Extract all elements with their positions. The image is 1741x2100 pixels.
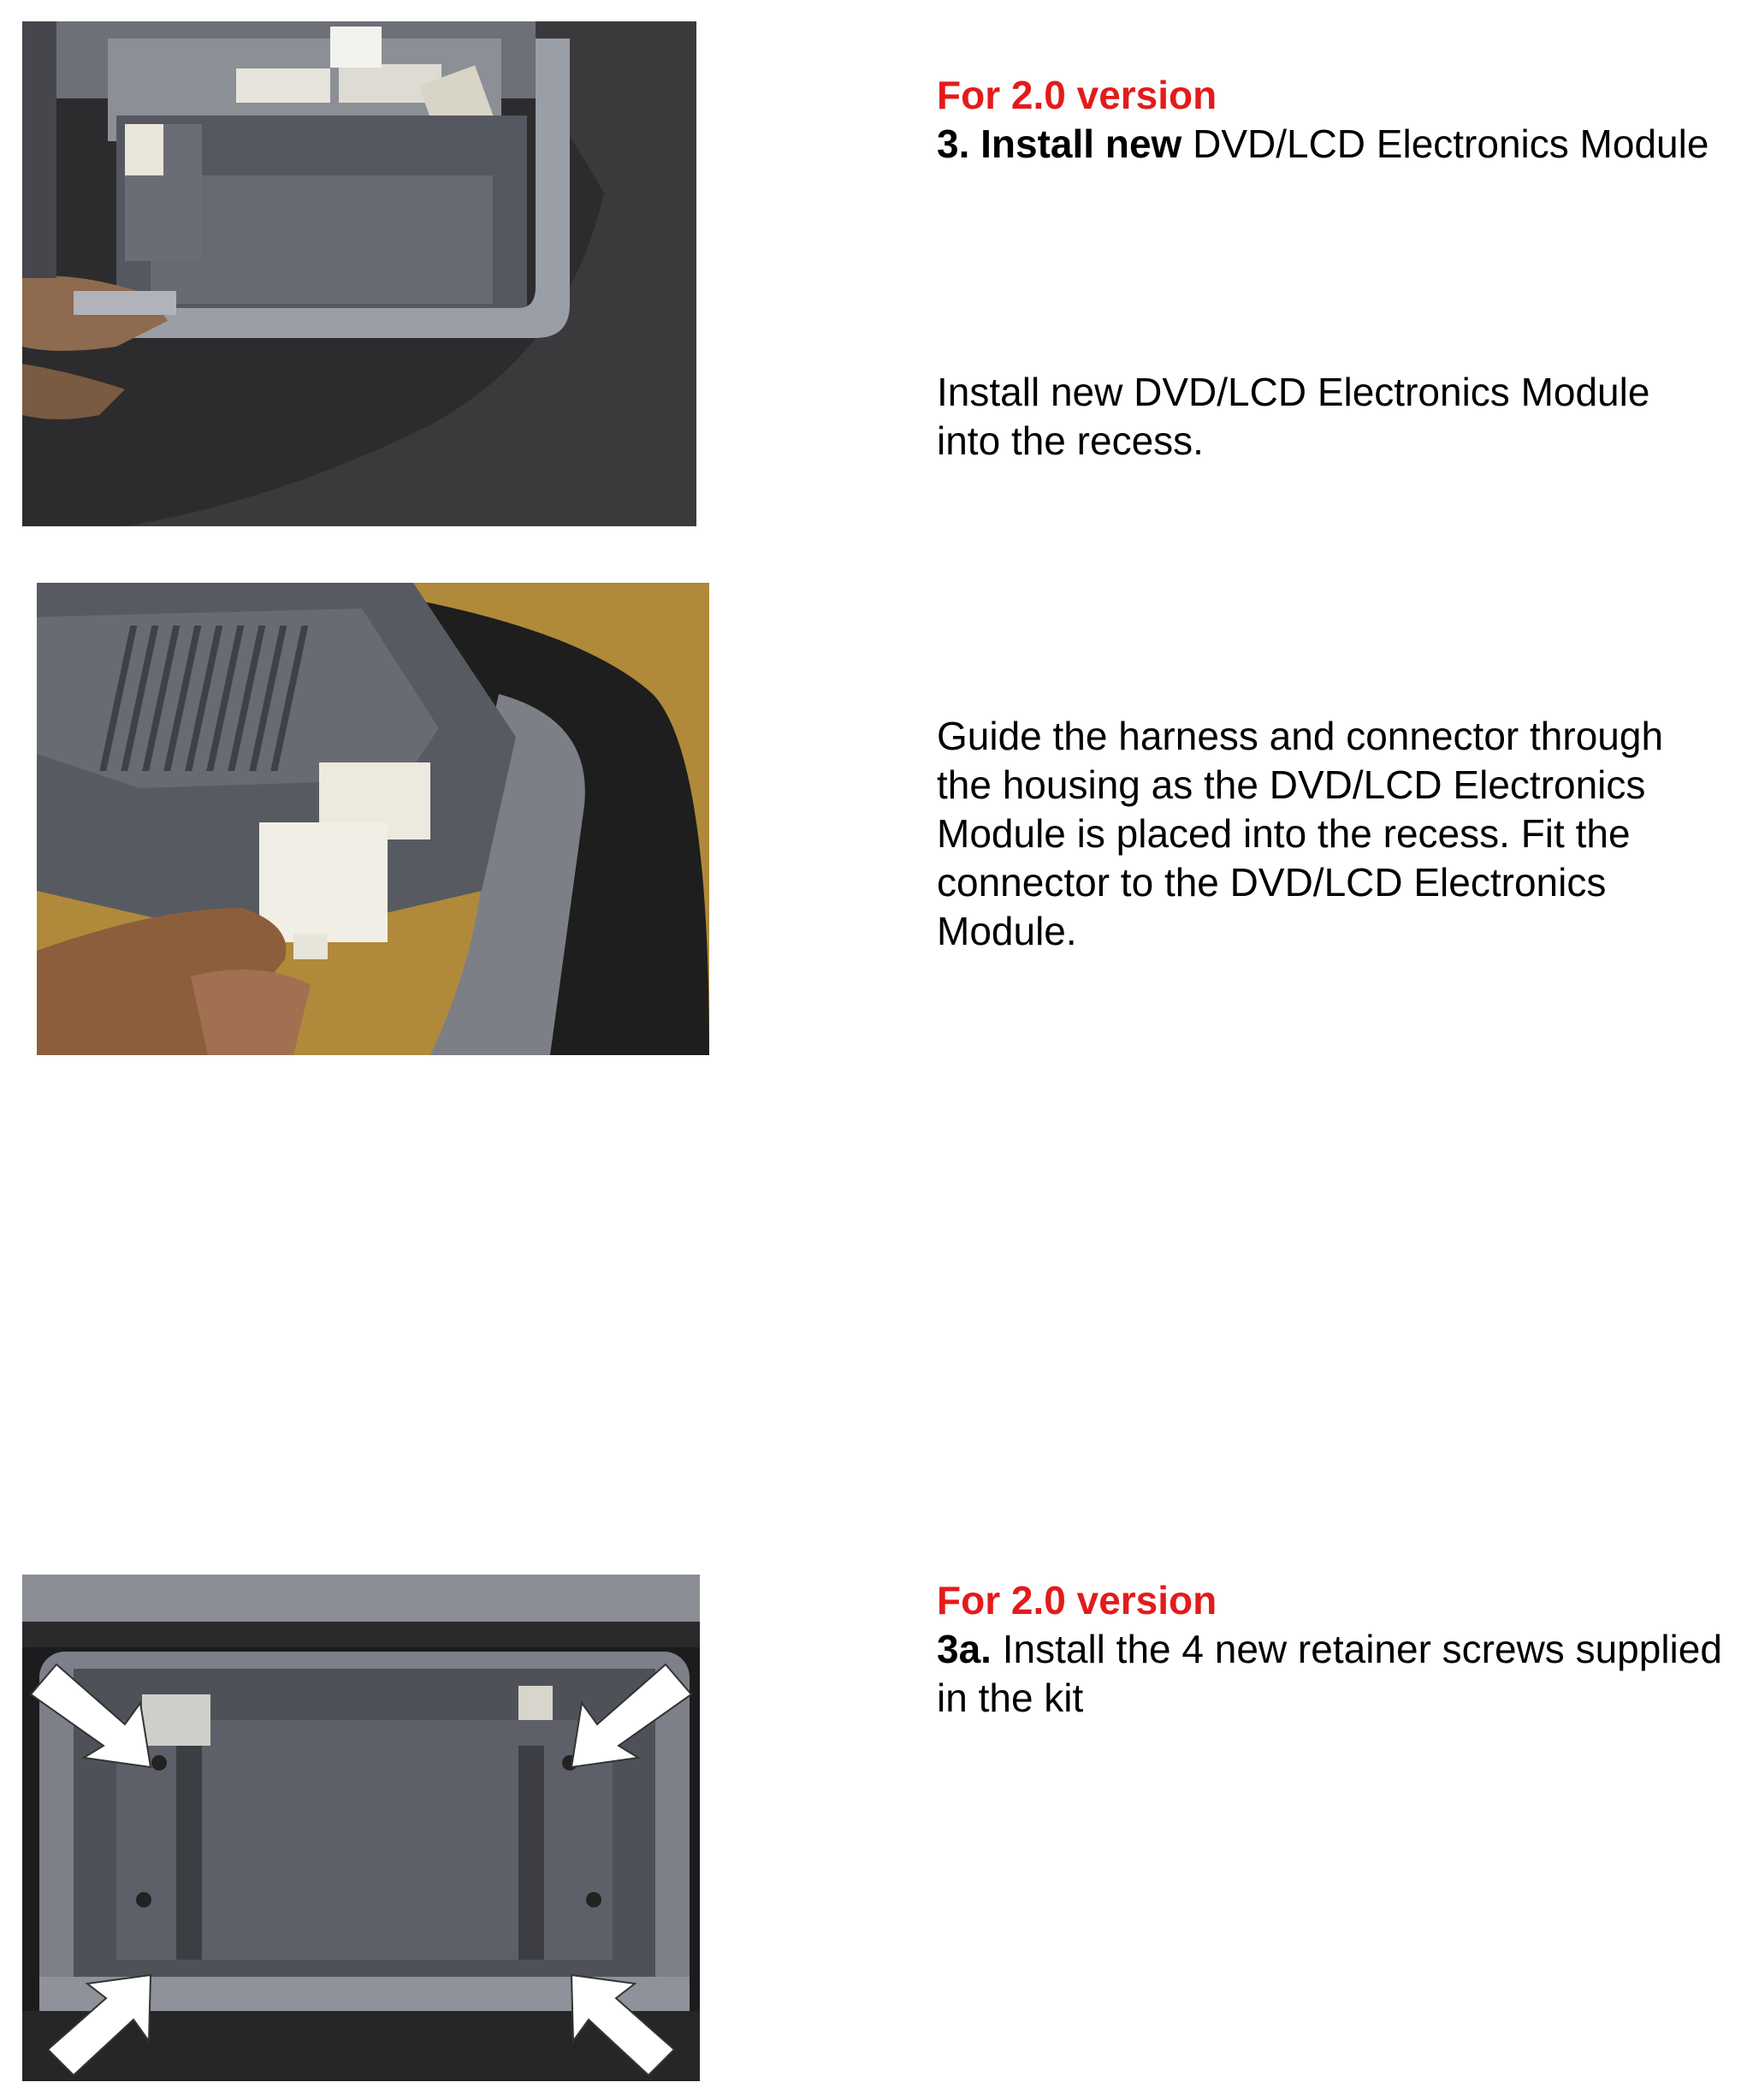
step-3-title-bold: 3. Install new: [937, 122, 1182, 166]
step-3-guide: [937, 712, 1724, 956]
step-3a-title-rest: Install the 4 new retainer screws supplied in the kit: [937, 1627, 1722, 1720]
photo-fit-connector: [37, 583, 709, 1055]
step-3a-heading: [937, 1576, 1724, 1723]
version-label: For 2.0 version: [937, 73, 1217, 117]
step-3-guide-text: Guide the harness and connector through the housing as the DVD/LCD Electronics Module is placed into the recess. Fit the connector to the DVD/LCD Electronics Module.: [937, 714, 1664, 953]
version-label: For 2.0 version: [937, 1578, 1217, 1622]
step-3-title-rest: DVD/LCD Electronics Module: [1181, 122, 1709, 166]
photo-install-module: [22, 21, 696, 526]
step-3-heading: [937, 71, 1724, 169]
step-3a-title: [937, 1625, 1724, 1723]
step-3-instruction: [937, 368, 1724, 466]
step-3-instruction-text: Install new DVD/LCD Electronics Module into the recess.: [937, 370, 1650, 463]
step-3-title: [937, 120, 1724, 169]
step-3a-title-bold: 3a.: [937, 1627, 992, 1671]
photo-retainer-screws: [22, 1575, 700, 2081]
